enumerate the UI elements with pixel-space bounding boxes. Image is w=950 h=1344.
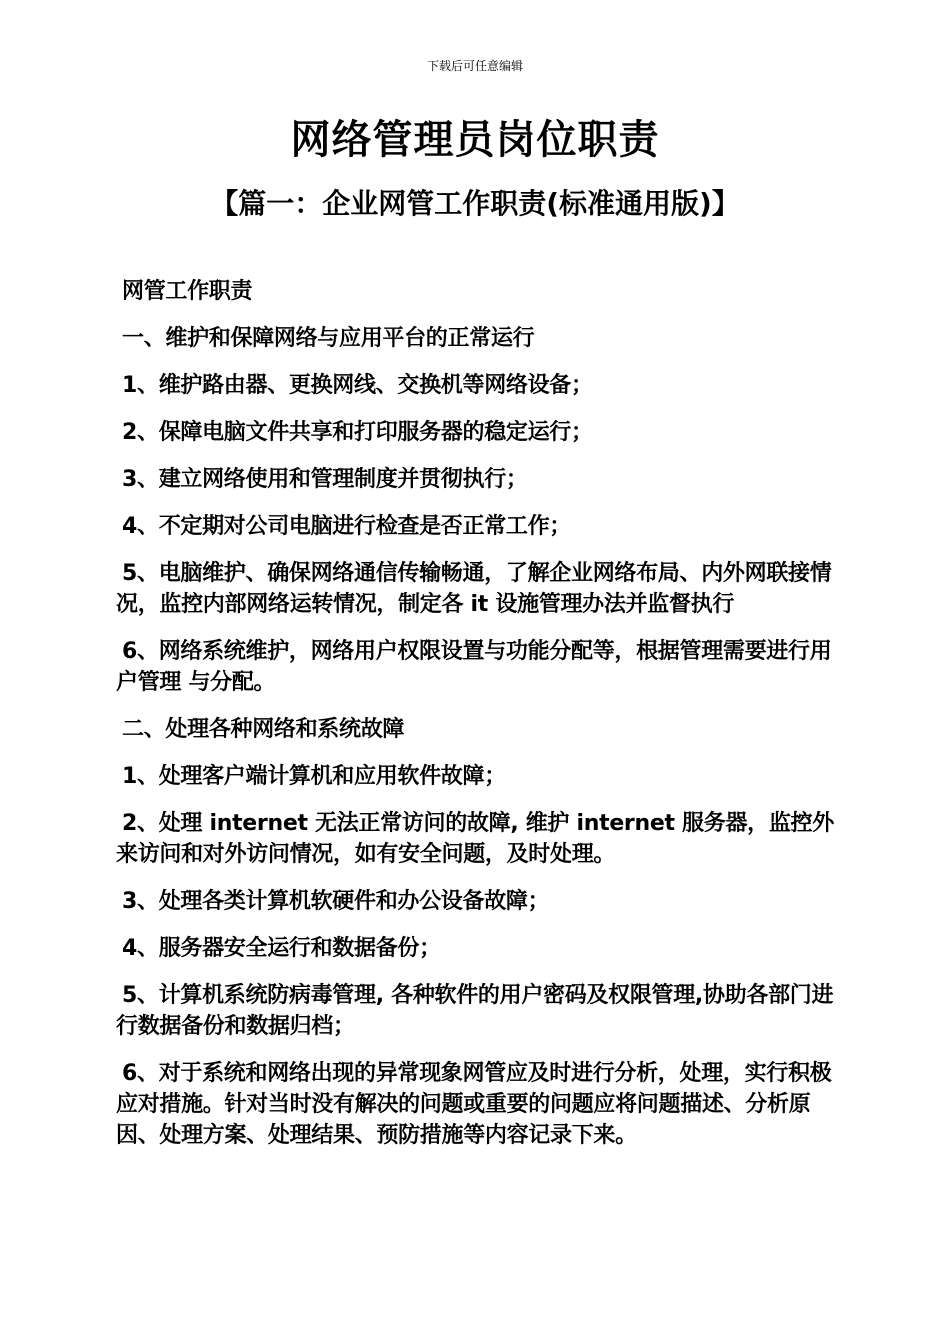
list-item: 2、保障电脑文件共享和打印服务器的稳定运行；	[122, 420, 593, 445]
section-heading: 网管工作职责	[122, 279, 253, 304]
list-item: 3、建立网络使用和管理制度并贯彻执行；	[122, 467, 528, 492]
list-item: 4、服务器安全运行和数据备份；	[122, 936, 441, 961]
list-item: 6、网络系统维护，网络用户权限设置与功能分配等，根据管理需要进行用户管理 与分配。	[116, 639, 832, 695]
list-item: 3、处理各类计算机软硬件和办公设备故障；	[122, 889, 550, 914]
document-title: 网络管理员岗位职责	[290, 117, 660, 163]
list-item: 5、计算机系统防病毒管理, 各种软件的用户密码及权限管理,协助各部门进行数据备份和数据归档；	[116, 983, 834, 1039]
list-item: 1、处理客户端计算机和应用软件故障；	[122, 764, 506, 789]
section-heading-1: 一、维护和保障网络与应用平台的正常运行	[122, 326, 535, 351]
list-item: 4、不定期对公司电脑进行检查是否正常工作；	[122, 514, 572, 539]
header-note: 下载后可任意编辑	[426, 59, 523, 73]
list-item: 2、处理 internet 无法正常访问的故障, 维护 internet 服务器，监控外来访问和对外访问情况，如有安全问题，及时处理。	[116, 811, 834, 867]
list-item: 5、电脑维护、确保网络通信传输畅通，了解企业网络布局、内外网联接情况，监控内部网络运转情况，制定各 it 设施管理办法并监督执行	[116, 561, 832, 617]
document-body	[116, 276, 836, 1167]
list-item: 1、维护路由器、更换网线、交换机等网络设备；	[122, 373, 593, 398]
section-heading-2: 二、处理各种网络和系统故障	[122, 717, 405, 742]
list-item: 6、对于系统和网络出现的异常现象网管应及时进行分析，处理，实行积极应对措施。针对当时没有解决的问题或重要的问题应将问题描述、分析原因、处理方案、处理结果、预防措施等内容记录下来。	[116, 1061, 832, 1148]
document-subtitle: 【篇一：企业网管工作职责(标准通用版)】	[210, 187, 740, 220]
